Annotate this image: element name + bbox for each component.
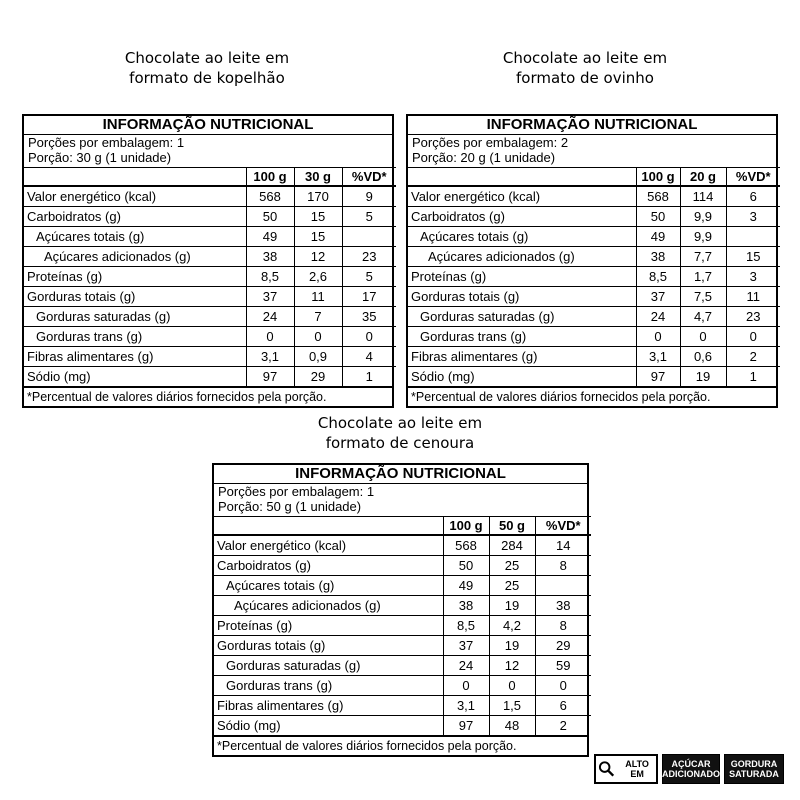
nutrient-value: 3,1 (246, 347, 294, 367)
table-row (408, 367, 780, 387)
nutrient-value: 3,1 (636, 347, 680, 367)
nutrient-value: 9,9 (680, 227, 726, 247)
table-row (24, 287, 396, 307)
table-row (24, 347, 396, 367)
column-header: %VD* (342, 168, 396, 187)
nutrient-label: Proteínas (g) (214, 616, 443, 636)
column-header: 100 g (246, 168, 294, 187)
portions-per-package: Porções por embalagem: 1 (218, 484, 375, 499)
table-row (214, 676, 591, 696)
nutrient-value: 48 (489, 716, 535, 736)
nutrient-value: 15 (726, 247, 780, 267)
nutrient-value: 37 (443, 636, 489, 656)
portion-info (24, 135, 392, 167)
table-row (24, 367, 396, 387)
nutrient-value: 568 (246, 186, 294, 207)
nutrient-value: 4,7 (680, 307, 726, 327)
table-row (214, 556, 591, 576)
nutrient-value: 50 (443, 556, 489, 576)
caption-line: formato de cenoura (325, 434, 475, 452)
nutrient-value: 29 (294, 367, 342, 387)
nutrient-value: 38 (246, 247, 294, 267)
nutrient-value: 2,6 (294, 267, 342, 287)
table-row (24, 227, 396, 247)
nutrient-value: 15 (294, 207, 342, 227)
front-warning-label (594, 754, 784, 784)
nutrient-label: Valor energético (kcal) (24, 186, 246, 207)
magnifier-icon (598, 760, 615, 778)
table-row (214, 636, 591, 656)
nutrient-value (726, 227, 780, 247)
column-header: 20 g (680, 168, 726, 187)
nutrient-value: 0 (726, 327, 780, 347)
nutrient-label: Açúcares totais (g) (24, 227, 246, 247)
header-blank (214, 517, 443, 536)
nutrient-label: Valor energético (kcal) (214, 535, 443, 556)
nutrient-value: 37 (636, 287, 680, 307)
nutrient-value: 50 (246, 207, 294, 227)
nutrient-value: 49 (443, 576, 489, 596)
header-blank (408, 168, 636, 187)
nutrient-value: 0 (443, 676, 489, 696)
nutrient-value: 19 (489, 636, 535, 656)
portions-per-package: Porções por embalagem: 1 (28, 135, 185, 150)
portion-info (408, 135, 776, 167)
table-row (214, 535, 591, 556)
nutrient-value: 17 (342, 287, 396, 307)
nutrient-label: Sódio (mg) (408, 367, 636, 387)
nutrient-value: 50 (636, 207, 680, 227)
nutrient-value: 3 (726, 267, 780, 287)
nutrient-value: 114 (680, 186, 726, 207)
badge-line: GORDURA (730, 759, 778, 769)
column-header: 100 g (636, 168, 680, 187)
nutrient-label: Carboidratos (g) (214, 556, 443, 576)
nutrient-label: Fibras alimentares (g) (214, 696, 443, 716)
caption-line: Chocolate ao leite em (502, 49, 668, 67)
nutrient-value: 97 (246, 367, 294, 387)
table-title: INFORMAÇÃO NUTRICIONAL (408, 116, 776, 135)
nutrient-label: Gorduras saturadas (g) (24, 307, 246, 327)
nutrient-label: Açúcares adicionados (g) (214, 596, 443, 616)
nutrient-label: Gorduras trans (g) (214, 676, 443, 696)
nutrient-value: 7 (294, 307, 342, 327)
nutrient-value: 2 (726, 347, 780, 367)
table-row (214, 716, 591, 736)
column-header: %VD* (726, 168, 780, 187)
nutrient-value: 170 (294, 186, 342, 207)
nutrient-value: 0 (535, 676, 591, 696)
caption-line: Chocolate ao leite em (317, 414, 483, 432)
nutrient-value: 11 (294, 287, 342, 307)
badge-line: AÇÚCAR (671, 759, 711, 769)
nutrient-value: 0,6 (680, 347, 726, 367)
nutrient-label: Sódio (mg) (24, 367, 246, 387)
table-row (24, 186, 396, 207)
nutrient-label: Gorduras totais (g) (214, 636, 443, 656)
nutrient-label: Fibras alimentares (g) (408, 347, 636, 367)
nutrient-value: 5 (342, 207, 396, 227)
header-row (214, 517, 591, 536)
footnote: *Percentual de valores diários fornecidos pela porção. (24, 386, 392, 406)
nutrient-value: 7,7 (680, 247, 726, 267)
nutrient-value: 0,9 (294, 347, 342, 367)
nutrient-value: 38 (443, 596, 489, 616)
table-row (408, 307, 780, 327)
nutrient-label: Gorduras saturadas (g) (408, 307, 636, 327)
nutrient-value: 15 (294, 227, 342, 247)
footnote: *Percentual de valores diários fornecidos pela porção. (408, 386, 776, 406)
nutrient-value: 24 (636, 307, 680, 327)
nutrient-value: 568 (443, 535, 489, 556)
nutrient-value: 49 (636, 227, 680, 247)
nutrient-value: 1,7 (680, 267, 726, 287)
table-row (24, 247, 396, 267)
caption-line: formato de kopelhão (129, 69, 285, 87)
nutrient-table (408, 167, 780, 386)
table-title: INFORMAÇÃO NUTRICIONAL (214, 465, 587, 484)
nutrient-value: 24 (246, 307, 294, 327)
table-row (408, 247, 780, 267)
nutrient-value: 24 (443, 656, 489, 676)
nutrient-value: 19 (489, 596, 535, 616)
nutrient-label: Carboidratos (g) (408, 207, 636, 227)
table-row (24, 327, 396, 347)
nutrient-value: 14 (535, 535, 591, 556)
nutrient-value: 9,9 (680, 207, 726, 227)
nutrient-value: 8,5 (636, 267, 680, 287)
badge-line: ADICIONADO (662, 769, 720, 779)
nutrient-label: Proteínas (g) (408, 267, 636, 287)
table-row (214, 596, 591, 616)
table-row (24, 307, 396, 327)
table-row (408, 267, 780, 287)
nutrient-value: 8,5 (443, 616, 489, 636)
column-header: %VD* (535, 517, 591, 536)
nutrient-label: Açúcares adicionados (g) (408, 247, 636, 267)
high-in-badge (594, 754, 658, 784)
nutrient-value: 1 (726, 367, 780, 387)
nutrient-table (24, 167, 396, 386)
column-header: 50 g (489, 517, 535, 536)
header-row (24, 168, 396, 187)
portion-size: Porção: 20 g (1 unidade) (412, 149, 556, 165)
added-sugar-badge (662, 754, 720, 784)
nutrient-value: 11 (726, 287, 780, 307)
table-row (214, 696, 591, 716)
nutrient-value: 97 (443, 716, 489, 736)
header-row (408, 168, 780, 187)
table-row (408, 186, 780, 207)
caption-ovinho (435, 48, 735, 88)
nutrient-value: 12 (489, 656, 535, 676)
nutrient-value: 59 (535, 656, 591, 676)
nutrient-value: 38 (636, 247, 680, 267)
nutrient-value: 19 (680, 367, 726, 387)
caption-line: formato de ovinho (516, 69, 654, 87)
table-row (408, 327, 780, 347)
nutrition-table-kopelhao (22, 114, 394, 408)
nutrient-label: Valor energético (kcal) (408, 186, 636, 207)
nutrient-label: Gorduras totais (g) (408, 287, 636, 307)
portion-size: Porção: 30 g (1 unidade) (28, 149, 172, 165)
nutrient-value: 97 (636, 367, 680, 387)
nutrient-value: 0 (489, 676, 535, 696)
nutrient-value: 3,1 (443, 696, 489, 716)
nutrient-value (535, 576, 591, 596)
nutrient-value: 12 (294, 247, 342, 267)
nutrient-value: 568 (636, 186, 680, 207)
nutrient-label: Gorduras trans (g) (24, 327, 246, 347)
nutrient-value: 0 (246, 327, 294, 347)
nutrient-value: 49 (246, 227, 294, 247)
nutrient-value: 0 (342, 327, 396, 347)
nutrient-value: 1 (342, 367, 396, 387)
column-header: 30 g (294, 168, 342, 187)
table-row (214, 576, 591, 596)
nutrient-value: 23 (726, 307, 780, 327)
table-row (214, 616, 591, 636)
nutrient-value: 1,5 (489, 696, 535, 716)
column-header: 100 g (443, 517, 489, 536)
nutrient-value: 4 (342, 347, 396, 367)
nutrient-value: 0 (294, 327, 342, 347)
table-row (214, 656, 591, 676)
nutrient-table (214, 516, 591, 735)
portion-info (214, 484, 587, 516)
caption-cenoura (250, 413, 550, 453)
nutrient-value: 8 (535, 556, 591, 576)
table-row (408, 207, 780, 227)
table-row (408, 227, 780, 247)
nutrient-value: 8,5 (246, 267, 294, 287)
nutrient-value: 0 (636, 327, 680, 347)
nutrient-label: Açúcares totais (g) (214, 576, 443, 596)
nutrient-value: 8 (535, 616, 591, 636)
table-row (408, 287, 780, 307)
table-title: INFORMAÇÃO NUTRICIONAL (24, 116, 392, 135)
table-row (408, 347, 780, 367)
nutrient-label: Sódio (mg) (214, 716, 443, 736)
nutrient-value (342, 227, 396, 247)
nutrient-label: Carboidratos (g) (24, 207, 246, 227)
nutrient-value: 23 (342, 247, 396, 267)
nutrient-label: Fibras alimentares (g) (24, 347, 246, 367)
nutrient-value: 29 (535, 636, 591, 656)
caption-line: Chocolate ao leite em (124, 49, 290, 67)
nutrient-value: 5 (342, 267, 396, 287)
nutrient-label: Gorduras trans (g) (408, 327, 636, 347)
nutrition-table-ovinho (406, 114, 778, 408)
nutrient-value: 3 (726, 207, 780, 227)
saturated-fat-badge (724, 754, 784, 784)
nutrient-value: 4,2 (489, 616, 535, 636)
footnote: *Percentual de valores diários fornecidos pela porção. (214, 735, 587, 755)
nutrient-value: 25 (489, 556, 535, 576)
nutrient-value: 25 (489, 576, 535, 596)
nutrient-value: 37 (246, 287, 294, 307)
nutrient-value: 38 (535, 596, 591, 616)
nutrient-value: 7,5 (680, 287, 726, 307)
nutrient-label: Açúcares totais (g) (408, 227, 636, 247)
header-blank (24, 168, 246, 187)
nutrient-label: Gorduras saturadas (g) (214, 656, 443, 676)
nutrient-value: 6 (726, 186, 780, 207)
nutrient-value: 35 (342, 307, 396, 327)
portions-per-package: Porções por embalagem: 2 (412, 135, 569, 150)
nutrient-value: 6 (535, 696, 591, 716)
nutrient-value: 2 (535, 716, 591, 736)
nutrient-label: Açúcares adicionados (g) (24, 247, 246, 267)
table-row (24, 267, 396, 287)
nutrition-table-cenoura (212, 463, 589, 757)
portion-size: Porção: 50 g (1 unidade) (218, 498, 362, 514)
caption-kopelhao (57, 48, 357, 88)
nutrient-value: 0 (680, 327, 726, 347)
nutrient-label: Gorduras totais (g) (24, 287, 246, 307)
high-in-text: ALTO EM (625, 759, 649, 779)
nutrient-value: 284 (489, 535, 535, 556)
nutrient-value: 9 (342, 186, 396, 207)
nutrient-label: Proteínas (g) (24, 267, 246, 287)
table-row (24, 207, 396, 227)
badge-line: SATURADA (729, 769, 779, 779)
